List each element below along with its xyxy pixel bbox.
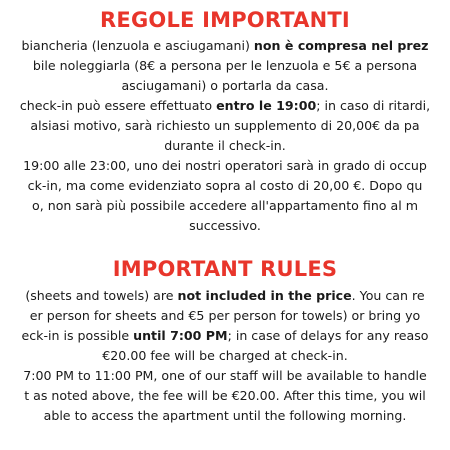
italian-line-2 (33, 60, 417, 73)
text-run: durante il check-in. (164, 138, 286, 153)
bold-run: not included in the price (177, 288, 352, 303)
text-run: eck-in is possible (21, 328, 134, 343)
text-run: o, non sarà più possibile accedere all'appartamento fino al m (32, 198, 418, 213)
italian-line-9 (32, 200, 418, 213)
italian-line-10 (189, 220, 261, 233)
text-run: ; in caso di ritardi, (316, 98, 431, 113)
text-run: 7:00 PM to 11:00 PM, one of our staff will be available to handle (23, 368, 427, 383)
text-run: 19:00 alle 23:00, uno dei nostri operatori sarà in grado di occup (23, 158, 427, 173)
english-heading: IMPORTANT RULES (112, 257, 338, 281)
italian-line-5 (30, 120, 419, 133)
italian-line-8 (28, 180, 423, 193)
english-line-4 (102, 350, 347, 363)
english-line-1 (25, 290, 424, 303)
english-line-2 (30, 310, 420, 323)
bold-run: entro le 19:00 (216, 98, 317, 113)
english-line-6 (24, 390, 426, 403)
text-run: ; in case of delays for any reaso (227, 328, 429, 343)
italian-heading: REGOLE IMPORTANTI (100, 8, 350, 32)
italian-line-3 (121, 80, 328, 93)
text-run: er person for sheets and €5 per person for towels) or bring yo (29, 308, 421, 323)
english-line-7 (44, 410, 407, 423)
text-run: check-in può essere effettuato (19, 98, 217, 113)
text-run: biancheria (lenzuola e asciugamani) (21, 38, 254, 53)
text-run: ck-in, ma come evidenziato sopra al costo di 20,00 €. Dopo qu (27, 178, 423, 193)
text-run: asciugamani) o portarla da casa. (121, 78, 329, 93)
text-run: successivo. (189, 218, 261, 233)
english-line-5 (23, 370, 426, 383)
italian-line-6 (164, 140, 285, 153)
english-line-3 (22, 330, 429, 343)
text-run: . You can re (351, 288, 425, 303)
text-run: able to access the apartment until the following morning. (43, 408, 407, 423)
text-run: t as noted above, the fee will be €20.00. After this time, you wil (24, 388, 426, 403)
italian-line-1 (21, 40, 428, 53)
text-run: bile noleggiarla (8€ a persona per le lenzuola e 5€ a persona (32, 58, 418, 73)
bold-run: until 7:00 PM (133, 328, 228, 343)
italian-line-7 (23, 160, 427, 173)
italian-line-4 (20, 100, 430, 113)
text-run: (sheets and towels) are (25, 288, 178, 303)
text-run: alsiasi motivo, sarà richiesto un supplemento di 20,00€ da pa (30, 118, 420, 133)
bold-run: non è compresa nel prez (253, 38, 429, 53)
text-run: €20.00 fee will be charged at check-in. (102, 348, 348, 363)
